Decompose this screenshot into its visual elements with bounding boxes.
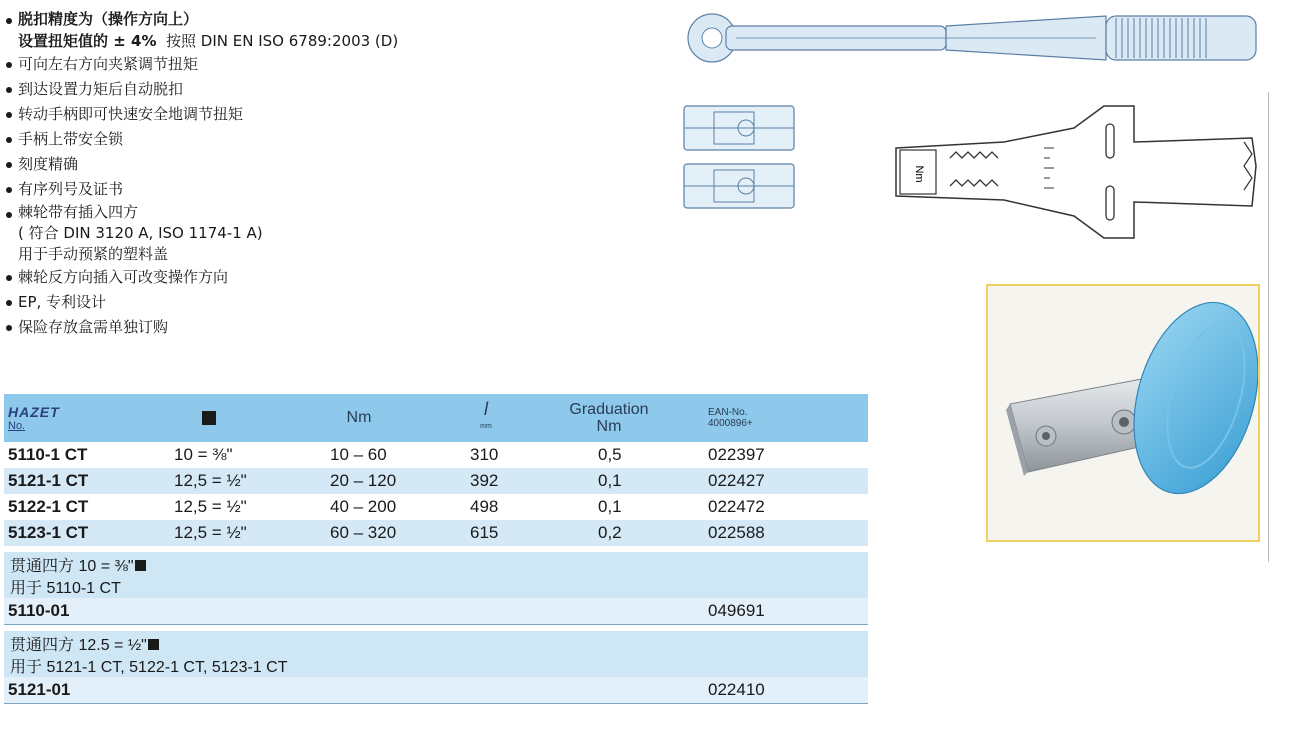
ratchet-section-image (680, 100, 800, 220)
accessory-fit: 用于 5121-1 CT, 5122-1 CT, 5123-1 CT (10, 659, 288, 676)
graduation: 0,1 (598, 497, 622, 516)
feature-subtext: ( 符合 DIN 3120 A, ISO 1174-1 A) (18, 224, 263, 242)
article-no: 5110-01 (8, 601, 70, 620)
ean-code: 022410 (708, 680, 765, 699)
accessory-title: 贯通四方 10 = ⅜" (10, 558, 134, 575)
accessory-fit: 用于 5110-1 CT (10, 580, 121, 597)
length: 310 (470, 445, 499, 464)
feature-item (4, 202, 644, 265)
feature-standard: 按照 DIN EN ISO 6789:2003 (D) (166, 32, 399, 50)
feature-item (4, 77, 644, 102)
ean-code: 049691 (708, 601, 765, 620)
feature-text: 保险存放盒需单独订购 (18, 318, 169, 336)
bullet-icon (6, 112, 12, 118)
brand-no-label: No. (8, 420, 26, 432)
feature-item (4, 102, 644, 127)
table-row (4, 494, 868, 520)
square-drive: 12,5 = ½" (174, 497, 247, 516)
accessory-description (4, 631, 868, 677)
torque-wrench-image (676, 8, 1276, 80)
length: 498 (470, 497, 499, 516)
feature-item (4, 52, 644, 77)
table-row (4, 677, 868, 704)
hazet-logo (8, 394, 88, 442)
article-no: 5122-1 CT (8, 497, 89, 516)
square-drive: 12,5 = ½" (174, 471, 247, 490)
graduation-label: Graduation (569, 401, 649, 418)
torque-range: 10 – 60 (330, 445, 387, 464)
length-symbol: l (484, 399, 488, 419)
article-no: 5110-1 CT (8, 445, 88, 464)
ean-code: 022397 (708, 445, 765, 464)
graduation-unit: Nm (596, 418, 622, 435)
feature-item (4, 265, 644, 290)
bullet-icon (6, 62, 12, 68)
feature-subtext: 用于手动预紧的塑料盖 (18, 245, 169, 263)
graduation-header (549, 394, 669, 442)
length: 615 (470, 523, 499, 542)
brand-text: HAZET (8, 404, 60, 420)
article-no: 5121-01 (8, 680, 71, 699)
table-row (4, 442, 868, 468)
scale-detail-image (894, 102, 1262, 244)
ean-code: 022472 (708, 497, 765, 516)
torque-range: 20 – 120 (330, 471, 397, 490)
bullet-icon (6, 162, 12, 168)
feature-text: 到达设置力矩后自动脱扣 (18, 80, 184, 98)
bullet-icon (6, 212, 12, 218)
table-row (4, 468, 868, 494)
bullet-icon (6, 137, 12, 143)
bullet-icon (6, 275, 12, 281)
torque-range: 60 – 320 (330, 523, 397, 542)
feature-text: 脱扣精度为（操作方向上） (18, 10, 199, 28)
torque-range: 40 – 200 (330, 497, 397, 516)
feature-item (4, 152, 644, 177)
graduation: 0,2 (598, 523, 622, 542)
bullet-icon (6, 87, 12, 93)
bullet-icon (6, 18, 12, 24)
feature-item (4, 127, 644, 152)
ean-code: 022427 (708, 471, 765, 490)
feature-accuracy: 设置扭矩值的 ± 4% (18, 32, 157, 50)
accessory-title: 贯通四方 12.5 = ½" (10, 637, 147, 654)
product-table (4, 394, 868, 704)
square-drive-header (194, 394, 224, 442)
feature-item (4, 8, 644, 52)
square-drive-icon (148, 639, 159, 650)
bullet-icon (6, 187, 12, 193)
ratchet-insert-illustration (988, 286, 1258, 540)
nm-header: Nm (346, 409, 372, 426)
article-no: 5123-1 CT (8, 523, 89, 542)
graduation: 0,1 (598, 471, 622, 490)
feature-list (4, 8, 644, 340)
bullet-icon (6, 300, 12, 306)
article-no: 5121-1 CT (8, 471, 89, 490)
table-row (4, 598, 868, 625)
ean-header (708, 394, 808, 442)
feature-text: 有序列号及证书 (18, 180, 124, 198)
ratchet-insert-photo (986, 284, 1260, 542)
accessory-description (4, 552, 868, 598)
divider (1268, 92, 1269, 562)
feature-text: 转动手柄即可快速安全地调节扭矩 (18, 105, 244, 123)
feature-text: 棘轮反方向插入可改变操作方向 (18, 268, 229, 286)
scale-unit-label: Nm (913, 165, 925, 183)
ean-prefix: 4000896+ (708, 418, 753, 429)
length: 392 (470, 471, 499, 490)
feature-text: 棘轮带有插入四方 (18, 203, 139, 221)
square-drive: 10 = ⅜" (174, 445, 233, 464)
feature-text: 手柄上带安全锁 (18, 130, 124, 148)
square-drive-icon (135, 560, 146, 571)
square-drive-icon (202, 411, 216, 425)
feature-item (4, 290, 644, 315)
table-header (4, 394, 868, 442)
length-unit: mm (480, 423, 492, 430)
length-header (466, 394, 506, 442)
feature-item (4, 315, 644, 340)
feature-text: EP, 专利设计 (18, 293, 107, 311)
feature-text: 可向左右方向夹紧调节扭矩 (18, 55, 199, 73)
table-row (4, 520, 868, 546)
feature-text: 刻度精确 (18, 155, 79, 173)
feature-item (4, 177, 644, 202)
bullet-icon (6, 325, 12, 331)
graduation: 0,5 (598, 445, 622, 464)
ean-code: 022588 (708, 523, 765, 542)
square-drive: 12,5 = ½" (174, 523, 247, 542)
ean-label: EAN-No. (708, 407, 748, 418)
